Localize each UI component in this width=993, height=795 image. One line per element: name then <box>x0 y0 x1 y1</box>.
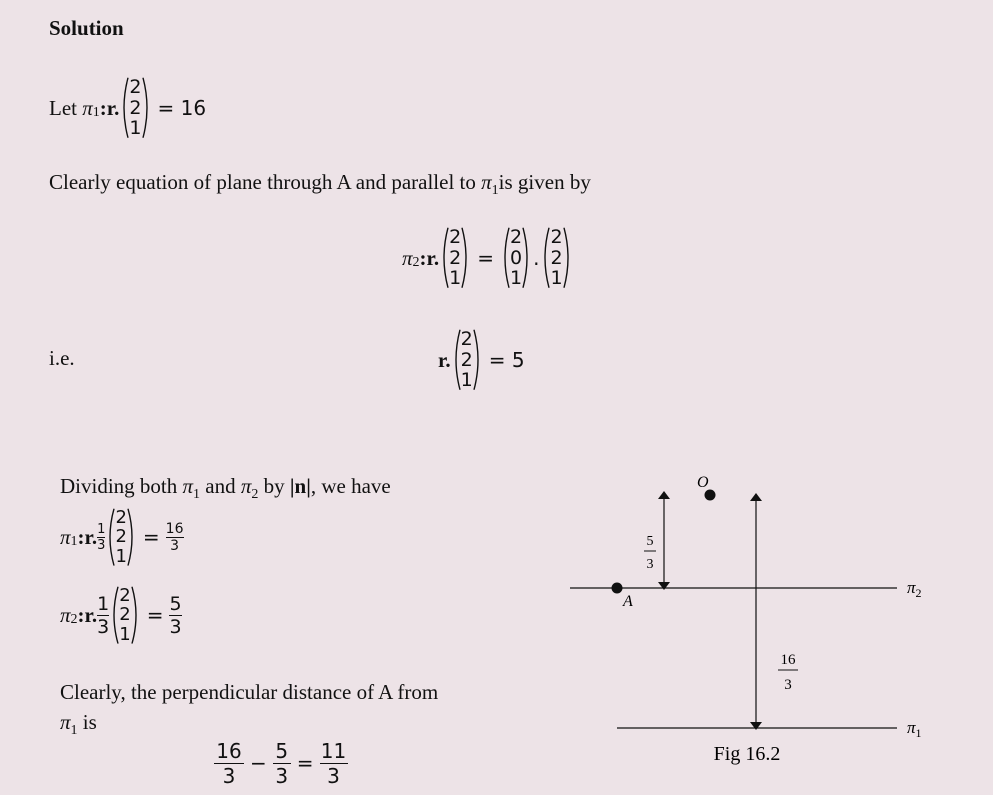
fraction-16-3 <box>166 521 184 554</box>
equals-5: = 5 <box>488 348 525 372</box>
vec-entry: 1 <box>510 267 523 290</box>
sentence-text: Clearly equation of plane through A and parallel to <box>49 170 476 194</box>
figure-planes-diagram <box>560 465 940 775</box>
pi-symbol: π <box>240 474 252 498</box>
vec-entry: 2 <box>460 328 473 351</box>
origin-label: O <box>697 474 709 491</box>
pi-subscript: 1 <box>70 723 78 738</box>
perpendicular-sentence-line2 <box>60 710 97 738</box>
numerator: 16 <box>165 520 184 537</box>
r-dot: :r. <box>99 95 120 120</box>
vec-entry: 2 <box>449 226 462 249</box>
fraction-5-3 <box>273 739 291 788</box>
fraction-one-third <box>97 593 109 638</box>
r-dot: :r. <box>77 602 98 627</box>
denominator: 3 <box>275 763 289 788</box>
pi-subscript: 1 <box>92 105 100 120</box>
vec-entry: 2 <box>115 506 127 528</box>
denominator: 3 <box>97 537 106 553</box>
vec-entry: 1 <box>460 369 473 392</box>
numerator: 1 <box>97 521 106 537</box>
vec-entry: 2 <box>119 604 131 626</box>
vec-entry: 1 <box>115 545 127 567</box>
plane-pi1-label: $\pi_1$ <box>907 718 922 740</box>
minus-sign: − <box>250 751 267 775</box>
vec-entry: 2 <box>115 526 127 548</box>
numerator: 1 <box>97 592 110 615</box>
numerator: 16 <box>216 738 242 763</box>
denominator: 3 <box>222 763 236 788</box>
plane-pi2-label: $\pi_2$ <box>907 578 922 600</box>
numerator: 5 <box>169 592 182 615</box>
large-distance-den: 3 <box>784 677 792 693</box>
let-word: Let <box>49 95 77 120</box>
column-vector <box>451 329 483 391</box>
vec-entry: 1 <box>449 267 462 290</box>
denominator: 3 <box>97 615 110 638</box>
origin-point <box>705 490 716 501</box>
vec-entry: 1 <box>550 267 563 290</box>
column-vector <box>439 227 471 289</box>
vec-entry: 2 <box>449 246 462 269</box>
pi-symbol: π <box>402 245 413 270</box>
numerator: 5 <box>275 738 289 763</box>
column-vector <box>109 586 140 644</box>
vec-entry: 2 <box>129 76 142 99</box>
sentence-text: and <box>205 474 236 498</box>
fraction-11-3 <box>320 739 348 788</box>
vec-entry: 2 <box>510 226 523 249</box>
numerator: 11 <box>320 738 347 763</box>
equals-sign: = <box>477 246 495 270</box>
equation-ie <box>438 320 531 400</box>
pi-symbol: π <box>60 524 71 549</box>
denominator: 3 <box>327 763 340 788</box>
small-distance-den: 3 <box>646 557 654 572</box>
vec-entry: 1 <box>129 117 142 140</box>
small-distance-num: 5 <box>646 534 654 549</box>
vec-entry: 2 <box>460 348 473 371</box>
vec-entry: 1 <box>119 623 131 645</box>
point-a <box>612 583 623 594</box>
equals-sign: = <box>146 603 164 627</box>
normal-magnitude: |n| <box>289 474 311 498</box>
equation-pi2-normalized <box>60 577 182 653</box>
column-vector <box>540 227 572 289</box>
column-vector <box>105 508 136 566</box>
r-dot: r. <box>438 347 451 372</box>
equals-sign: = <box>296 751 314 775</box>
pi-symbol: π <box>82 95 93 120</box>
heading: Solution <box>49 16 124 40</box>
vec-entry: 0 <box>510 246 523 269</box>
distance-calculation <box>214 734 348 792</box>
large-distance-num: 16 <box>780 652 796 668</box>
vec-entry: 2 <box>550 226 563 249</box>
equation-pi2 <box>402 218 573 298</box>
sentence-text: by <box>263 474 285 498</box>
equals-sign: = <box>142 525 160 549</box>
sentence-text: is <box>82 710 97 734</box>
pi-subscript: 2 <box>70 612 78 627</box>
sentence-text: , we have <box>310 474 391 498</box>
fraction-16-3 <box>214 739 244 788</box>
equation-pi1 <box>49 68 212 148</box>
denominator: 3 <box>169 615 182 638</box>
ie-label: i.e. <box>49 346 75 370</box>
dividing-sentence <box>60 474 391 502</box>
equals-16: = 16 <box>157 96 207 120</box>
fraction-5-3 <box>169 593 181 638</box>
pi-symbol: π <box>60 710 71 734</box>
pi-symbol: π <box>481 170 492 194</box>
pi-subscript: 1 <box>491 183 499 198</box>
sentence-text: is given by <box>498 170 591 194</box>
denominator: 3 <box>170 537 180 554</box>
point-a-label: A <box>623 593 633 610</box>
fraction-one-third <box>97 522 105 553</box>
vec-entry: 2 <box>129 96 142 119</box>
perpendicular-sentence: Clearly, the perpendicular distance of A from <box>60 680 439 704</box>
column-vector <box>500 227 532 289</box>
parallel-plane-sentence <box>49 170 591 198</box>
equation-pi1-normalized <box>60 500 184 574</box>
column-vector <box>119 77 151 139</box>
dot-product: . <box>533 246 540 270</box>
pi-subscript: 1 <box>70 534 78 549</box>
r-dot: :r. <box>419 245 440 270</box>
vec-entry: 2 <box>119 584 131 606</box>
vec-entry: 2 <box>550 246 563 269</box>
r-dot: :r. <box>77 524 98 549</box>
sentence-text: Dividing both <box>60 474 178 498</box>
pi-subscript: 1 <box>193 487 201 502</box>
pi-symbol: π <box>182 474 194 498</box>
pi-subscript: 2 <box>412 255 420 270</box>
pi-symbol: π <box>60 602 71 627</box>
pi-subscript: 2 <box>251 487 259 502</box>
figure-caption: Fig 16.2 <box>713 743 781 765</box>
